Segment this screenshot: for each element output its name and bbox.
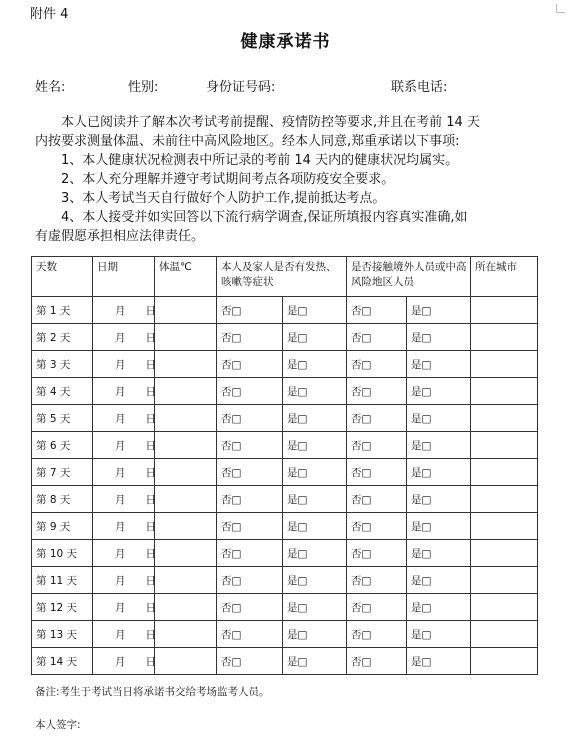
temperature-cell[interactable] [155, 540, 217, 567]
table-row [32, 297, 538, 324]
symptom-no-checkbox[interactable]: 否□ [217, 594, 283, 621]
day-cell: 第 10 天 [32, 540, 93, 567]
date-cell[interactable] [93, 405, 155, 432]
contact-no-checkbox[interactable]: 否□ [347, 378, 407, 405]
document-title: 健康承诺书 [240, 32, 331, 52]
table-row [32, 648, 538, 675]
contact-no-checkbox[interactable]: 否□ [347, 594, 407, 621]
temperature-cell[interactable] [155, 297, 217, 324]
city-cell[interactable] [471, 621, 538, 648]
contact-no-checkbox[interactable]: 否□ [347, 648, 407, 675]
symptom-no-checkbox[interactable]: 否□ [217, 567, 283, 594]
symptom-no-checkbox[interactable]: 否□ [217, 378, 283, 405]
header-contact: 是否接触境外人员或中高风险地区人员 [347, 257, 471, 297]
intro-line-1: 本人已阅读并了解本次考试考前提醒、疫情防控等要求,并且在考前 14 天 [61, 115, 480, 130]
symptom-yes-checkbox[interactable]: 是□ [283, 324, 347, 351]
pledge-item-3: 3、本人考试当天自行做好个人防护工作,提前抵达考点。 [61, 191, 386, 206]
attachment-label: 附件 4 [30, 7, 69, 22]
date-cell[interactable] [93, 513, 155, 540]
symptom-no-checkbox[interactable]: 否□ [217, 648, 283, 675]
symptom-yes-checkbox[interactable]: 是□ [283, 432, 347, 459]
symptom-yes-checkbox[interactable]: 是□ [283, 378, 347, 405]
contact-no-checkbox[interactable]: 否□ [347, 486, 407, 513]
date-cell[interactable] [93, 324, 155, 351]
month-label: 月 [115, 358, 126, 371]
temperature-cell[interactable] [155, 594, 217, 621]
header-temperature: 体温℃ [155, 257, 217, 297]
table-row [32, 432, 538, 459]
contact-no-checkbox[interactable]: 否□ [347, 513, 407, 540]
temperature-cell[interactable] [155, 378, 217, 405]
symptom-yes-checkbox[interactable]: 是□ [283, 486, 347, 513]
pledge-item-1: 1、本人健康状况检测表中所记录的考前 14 天内的健康状况均属实。 [61, 153, 459, 168]
health-record-table [31, 256, 538, 675]
month-label: 月 [115, 547, 126, 560]
contact-yes-checkbox[interactable]: 是□ [407, 513, 471, 540]
month-label: 月 [115, 385, 126, 398]
month-label: 月 [115, 628, 126, 641]
header-date: 日期 [93, 257, 155, 297]
symptom-yes-checkbox[interactable]: 是□ [283, 594, 347, 621]
temperature-cell[interactable] [155, 486, 217, 513]
day-label: 日 [145, 628, 156, 641]
date-cell[interactable] [93, 459, 155, 486]
symptom-yes-checkbox[interactable]: 是□ [283, 648, 347, 675]
month-label: 月 [115, 412, 126, 425]
month-label: 月 [115, 466, 126, 479]
day-cell: 第 12 天 [32, 594, 93, 621]
temperature-cell[interactable] [155, 648, 217, 675]
month-label: 月 [115, 439, 126, 452]
contact-yes-checkbox[interactable]: 是□ [407, 432, 471, 459]
symptom-no-checkbox[interactable]: 否□ [217, 621, 283, 648]
city-cell[interactable] [471, 567, 538, 594]
city-cell[interactable] [471, 594, 538, 621]
id-number-label: 身份证号码: [206, 80, 276, 95]
city-cell[interactable] [471, 486, 538, 513]
date-cell[interactable] [93, 567, 155, 594]
symptom-yes-checkbox[interactable]: 是□ [283, 351, 347, 378]
day-cell: 第 5 天 [32, 405, 93, 432]
table-row [32, 459, 538, 486]
contact-no-checkbox[interactable]: 否□ [347, 405, 407, 432]
day-cell: 第 14 天 [32, 648, 93, 675]
date-cell[interactable] [93, 594, 155, 621]
table-row [32, 540, 538, 567]
day-cell: 第 13 天 [32, 621, 93, 648]
contact-no-checkbox[interactable]: 否□ [347, 297, 407, 324]
day-cell: 第 6 天 [32, 432, 93, 459]
month-label: 月 [115, 655, 126, 668]
temperature-cell[interactable] [155, 405, 217, 432]
pledge-item-2: 2、本人充分理解并遵守考试期间考点各项防疫安全要求。 [61, 172, 395, 187]
date-cell[interactable] [93, 378, 155, 405]
contact-yes-checkbox[interactable]: 是□ [407, 459, 471, 486]
contact-no-checkbox[interactable]: 否□ [347, 621, 407, 648]
temperature-cell[interactable] [155, 459, 217, 486]
symptom-no-checkbox[interactable]: 否□ [217, 486, 283, 513]
date-cell[interactable] [93, 621, 155, 648]
contact-yes-checkbox[interactable]: 是□ [407, 324, 471, 351]
pledge-text [35, 113, 543, 246]
symptom-yes-checkbox[interactable]: 是□ [283, 621, 347, 648]
contact-yes-checkbox[interactable]: 是□ [407, 378, 471, 405]
temperature-cell[interactable] [155, 513, 217, 540]
day-cell: 第 3 天 [32, 351, 93, 378]
remark-note: 备注:考生于考试当日将承诺书交给考场监考人员。 [35, 686, 270, 698]
day-cell: 第 11 天 [32, 567, 93, 594]
header-day: 天数 [32, 257, 93, 297]
gender-label: 性别: [128, 80, 159, 95]
day-label: 日 [145, 412, 156, 425]
symptom-no-checkbox[interactable]: 否□ [217, 324, 283, 351]
intro-line-2: 内按要求测量体温、未前往中高风险地区。经本人同意,郑重承诺以下事项: [35, 134, 460, 149]
month-label: 月 [115, 601, 126, 614]
city-cell[interactable] [471, 459, 538, 486]
pledge-item-4-cont: 有虚假愿承担相应法律责任。 [35, 229, 205, 244]
table-row [32, 567, 538, 594]
name-label: 姓名: [35, 80, 66, 95]
symptom-no-checkbox[interactable]: 否□ [217, 351, 283, 378]
day-cell: 第 9 天 [32, 513, 93, 540]
day-cell: 第 7 天 [32, 459, 93, 486]
city-cell[interactable] [471, 648, 538, 675]
symptom-no-checkbox[interactable]: 否□ [217, 459, 283, 486]
pledge-item-4: 4、本人接受并如实回答以下流行病学调查,保证所填报内容真实准确,如 [61, 210, 468, 225]
contact-no-checkbox[interactable]: 否□ [347, 432, 407, 459]
day-cell: 第 1 天 [32, 297, 93, 324]
table-row [32, 594, 538, 621]
temperature-cell[interactable] [155, 567, 217, 594]
table-row [32, 405, 538, 432]
contact-no-checkbox[interactable]: 否□ [347, 567, 407, 594]
month-label: 月 [115, 520, 126, 533]
contact-no-checkbox[interactable]: 否□ [347, 540, 407, 567]
contact-no-checkbox[interactable]: 否□ [347, 459, 407, 486]
month-label: 月 [115, 574, 126, 587]
day-label: 日 [145, 493, 156, 506]
day-label: 日 [145, 574, 156, 587]
city-cell[interactable] [471, 513, 538, 540]
symptom-no-checkbox[interactable]: 否□ [217, 405, 283, 432]
city-cell[interactable] [471, 378, 538, 405]
date-cell[interactable] [93, 540, 155, 567]
date-cell[interactable] [93, 432, 155, 459]
temperature-cell[interactable] [155, 351, 217, 378]
contact-yes-checkbox[interactable]: 是□ [407, 594, 471, 621]
contact-yes-checkbox[interactable]: 是□ [407, 648, 471, 675]
month-label: 月 [115, 331, 126, 344]
month-label: 月 [115, 493, 126, 506]
header-symptoms: 本人及家人是否有发热、咳嗽等症状 [217, 257, 347, 297]
contact-no-checkbox[interactable]: 否□ [347, 351, 407, 378]
day-label: 日 [145, 385, 156, 398]
signature-label: 本人签字: [35, 719, 81, 731]
day-label: 日 [145, 601, 156, 614]
temperature-cell[interactable] [155, 432, 217, 459]
table-row [32, 351, 538, 378]
symptom-yes-checkbox[interactable]: 是□ [283, 459, 347, 486]
day-cell: 第 2 天 [32, 324, 93, 351]
symptom-yes-checkbox[interactable]: 是□ [283, 567, 347, 594]
symptom-yes-checkbox[interactable]: 是□ [283, 540, 347, 567]
table-header-row [32, 257, 538, 297]
day-label: 日 [145, 520, 156, 533]
contact-yes-checkbox[interactable]: 是□ [407, 297, 471, 324]
day-cell: 第 8 天 [32, 486, 93, 513]
city-cell[interactable] [471, 540, 538, 567]
city-cell[interactable] [471, 351, 538, 378]
table-body [32, 297, 538, 675]
day-label: 日 [145, 331, 156, 344]
city-cell[interactable] [471, 432, 538, 459]
table-row [32, 486, 538, 513]
date-cell[interactable] [93, 297, 155, 324]
contact-no-checkbox[interactable]: 否□ [347, 324, 407, 351]
table-row [32, 621, 538, 648]
contact-yes-checkbox[interactable]: 是□ [407, 486, 471, 513]
header-city: 所在城市 [471, 257, 538, 297]
contact-yes-checkbox[interactable]: 是□ [407, 621, 471, 648]
month-label: 月 [115, 304, 126, 317]
day-label: 日 [145, 466, 156, 479]
day-label: 日 [145, 655, 156, 668]
city-cell[interactable] [471, 324, 538, 351]
city-cell[interactable] [471, 405, 538, 432]
day-label: 日 [145, 439, 156, 452]
table-row [32, 513, 538, 540]
date-cell[interactable] [93, 486, 155, 513]
phone-label: 联系电话: [391, 80, 448, 95]
table-row [32, 378, 538, 405]
date-cell[interactable] [93, 648, 155, 675]
symptom-yes-checkbox[interactable]: 是□ [283, 513, 347, 540]
day-label: 日 [145, 547, 156, 560]
day-cell: 第 4 天 [32, 378, 93, 405]
temperature-cell[interactable] [155, 621, 217, 648]
day-label: 日 [145, 304, 156, 317]
contact-yes-checkbox[interactable]: 是□ [407, 351, 471, 378]
day-label: 日 [145, 358, 156, 371]
city-cell[interactable] [471, 297, 538, 324]
contact-yes-checkbox[interactable]: 是□ [407, 540, 471, 567]
contact-yes-checkbox[interactable]: 是□ [407, 405, 471, 432]
temperature-cell[interactable] [155, 324, 217, 351]
symptom-no-checkbox[interactable]: 否□ [217, 432, 283, 459]
page-corner-marker [556, 4, 565, 13]
symptom-yes-checkbox[interactable]: 是□ [283, 405, 347, 432]
symptom-no-checkbox[interactable]: 否□ [217, 540, 283, 567]
date-cell[interactable] [93, 351, 155, 378]
symptom-no-checkbox[interactable]: 否□ [217, 297, 283, 324]
symptom-no-checkbox[interactable]: 否□ [217, 513, 283, 540]
contact-yes-checkbox[interactable]: 是□ [407, 567, 471, 594]
table-row [32, 324, 538, 351]
symptom-yes-checkbox[interactable]: 是□ [283, 297, 347, 324]
